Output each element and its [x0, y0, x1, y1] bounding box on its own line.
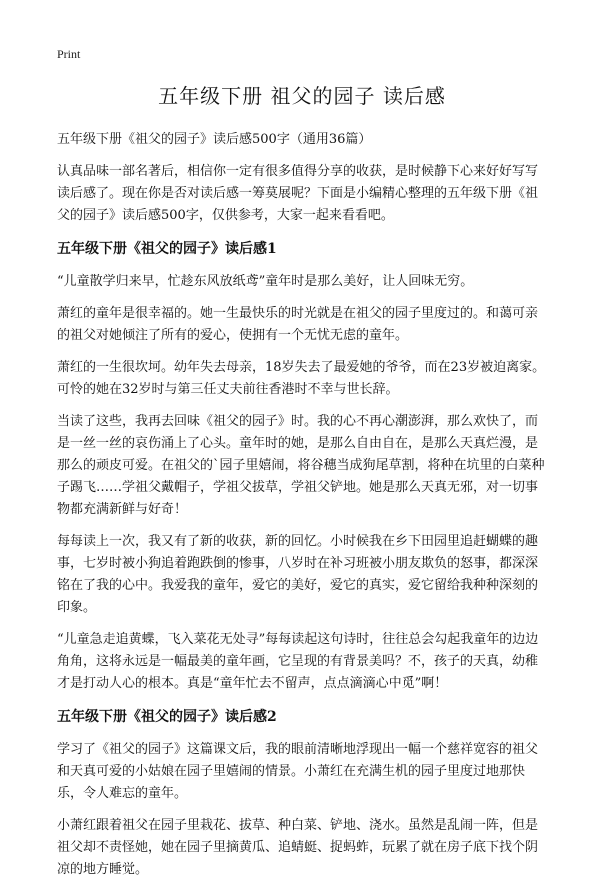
paragraph: 萧红的一生很坎坷。幼年失去母亲，18岁失去了最爱她的爷爷，而在23岁被迫离家。可怜的她在32岁时与第三任丈夫前往香港时不幸与世长辞。 — [57, 360, 546, 397]
intro-paragraph: 认真品味一部名著后，相信你一定有很多值得分享的收获，是时候静下心来好好写写读后感了。现在你是否对读后感一筹莫展呢？下面是小编精心整理的五年级下册《祖父的园子》读后感500字，仅供参考，大家一起来看看吧。 — [57, 164, 539, 223]
section-heading-1: 五年级下册《祖父的园子》读后感1 — [57, 241, 277, 257]
document-subtitle: 五年级下册《祖父的园子》读后感500字（通用36篇） — [57, 132, 372, 147]
document-body — [57, 80, 547, 891]
paragraph: “儿童急走追黄蝶，飞入菜花无处寻”每每读起这句诗时，往往总会勾起我童年的边边角角，这将永远是一幅最美的童年画，它呈现的有背景美吗？不，孩子的天真，幼稚才是打动人心的根本。真是“童年忙去不留声，点点滴滴心中觅”啊！ — [57, 632, 539, 691]
paragraph: 每每读上一次，我又有了新的收获，新的回忆。小时候我在乡下田园里追赶蝴蝶的趣事，七岁时被小狗追着跑跌倒的惨事，八岁时在补习班被小朋友欺负的怒事，都深深铭在了我的心中。我爱我的童年，爱它的美好，爱它的真实，爱它留给我种种深刻的印象。 — [57, 534, 539, 615]
print-link[interactable]: Print — [57, 47, 81, 61]
paragraph: 当读了这些，我再去回味《祖父的园子》时。我的心不再心潮澎湃，那么欢快了，而是一丝一丝的哀伤涌上了心头。童年时的她，是那么自由自在，是那么天真烂漫，是那么的顽皮可爱。在祖父的`园子里嬉闹，将谷穗当成狗尾草割，将种在坑里的白菜种子踢飞……学祖父戴帽子，学祖父拔草，学祖父铲地。她是那么天真无邪，对一切事物都充满新鲜与好奇！ — [57, 414, 545, 517]
page-title: 五年级下册 祖父的园子 读后感 — [158, 84, 446, 108]
section-heading-2: 五年级下册《祖父的园子》读后感2 — [57, 709, 277, 725]
paragraph: 小萧红跟着祖父在园子里栽花、拔草、种白菜、铲地、浇水。虽然是乱闹一阵，但是祖父却不责怪她，她在园子里摘黄瓜、追蜻蜓、捉蚂蚱，玩累了就在房子底下找个阴凉的地方睡觉。 — [57, 818, 539, 877]
paragraph: 萧红的童年是很幸福的。她一生最快乐的时光就是在祖父的园子里度过的。和蔼可亲的祖父对她倾注了所有的爱心，使拥有一个无忧无虑的童年。 — [57, 306, 539, 343]
paragraph: 学习了《祖父的园子》这篇课文后，我的眼前清晰地浮现出一幅一个慈祥宽容的祖父和天真可爱的小姑娘在园子里嬉闹的情景。小萧红在充满生机的园子里度过地那快乐，令人难忘的童年。 — [57, 742, 539, 801]
paragraph: “儿童散学归来早，忙趁东风放纸鸢”童年时是那么美好，让人回味无穷。 — [57, 274, 474, 289]
